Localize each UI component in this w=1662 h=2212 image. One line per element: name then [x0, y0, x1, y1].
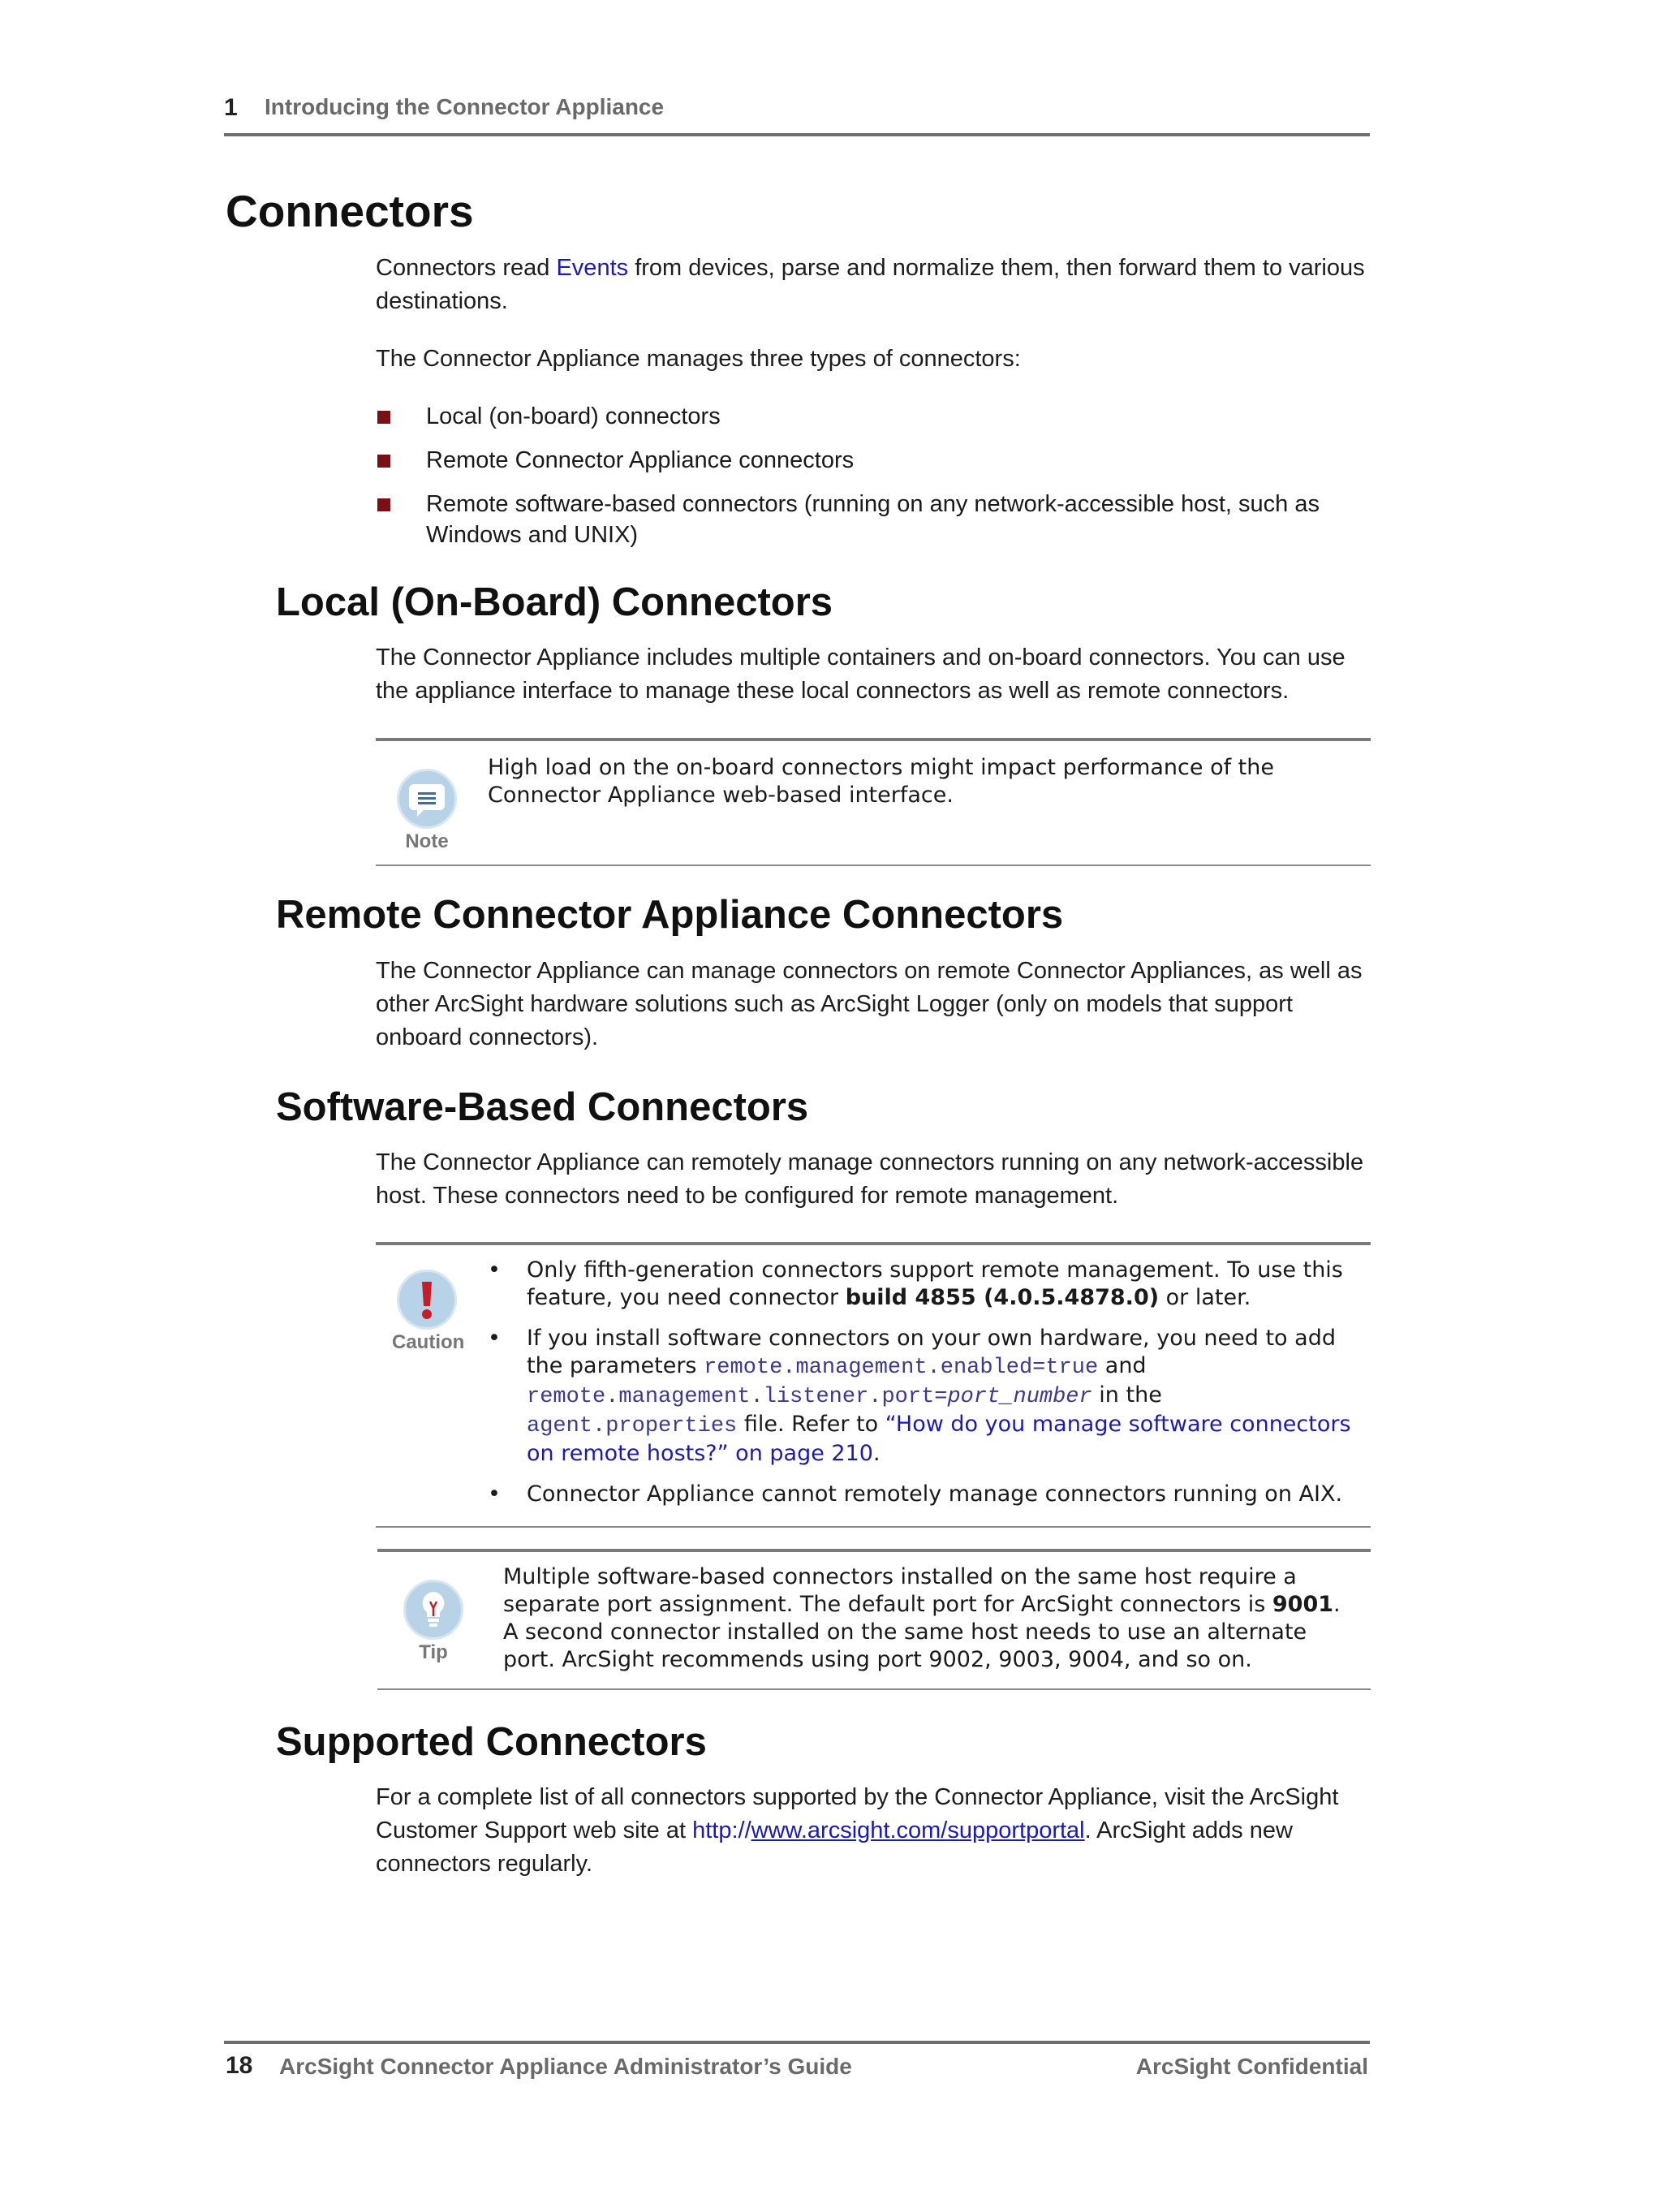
tip-icon-block [398, 1580, 468, 1664]
round-bullet-icon: • [488, 1257, 501, 1283]
list-item: Local (on-board) connectors [376, 401, 1374, 432]
support-portal-link-prefix[interactable]: http:// [692, 1817, 751, 1843]
chapter-title: Introducing the Connector Appliance [265, 94, 665, 119]
tip-label: Tip [419, 1641, 448, 1663]
remote-hosts-xref-link[interactable]: “How do you manage software connectors on remote hosts?” on page 210 [527, 1412, 1351, 1466]
tip-box [377, 1549, 1371, 1690]
list-item: • If you install software connectors on your own hardware, you need to add the parameters remote.management.enabled=true and remote.management.listener.port=port_number in the agent.properties file. Refer to “How do you manage software connectors on remote hosts?” on page 210. [488, 1326, 1351, 1466]
connectors-intro: Connectors read Events from devices, parse and normalize them, then forward them to various destinations. [376, 255, 1365, 314]
guide-title: ArcSight Connector Appliance Administrator’s Guide [279, 2054, 852, 2079]
chapter-number: 1 [224, 94, 238, 121]
note-icon-block [392, 769, 462, 853]
supported-connectors-heading: Supported Connectors [276, 1720, 707, 1764]
running-header [224, 91, 1370, 136]
confidential-label: ArcSight Confidential [1135, 2054, 1368, 2079]
code-agent-properties: agent.properties [527, 1414, 738, 1438]
round-bullet-icon: • [488, 1481, 501, 1507]
caution-label: Caution [392, 1331, 465, 1353]
note-text: High load on the on-board connectors might impact performance of the Connector Appliance web-based interface. [488, 755, 1274, 808]
caution-icon-block [392, 1270, 465, 1354]
caution-content [488, 1257, 1364, 1521]
page-number: 18 [226, 2052, 253, 2079]
remote-connectors-heading: Remote Connector Appliance Connectors [276, 893, 1064, 937]
connector-types-intro: The Connector Appliance manages three types of connectors: [376, 346, 1021, 372]
note-box [376, 738, 1371, 866]
code-port-param: remote.management.listener.port= [527, 1385, 948, 1409]
list-item: • Connector Appliance cannot remotely manage connectors running on AIX. [488, 1481, 1343, 1507]
events-link[interactable]: Events [556, 255, 629, 281]
connector-types-list [376, 401, 1374, 550]
note-icon [397, 769, 457, 829]
connectors-heading: Connectors [226, 186, 474, 236]
caution-box [376, 1242, 1371, 1528]
supported-connectors-body: For a complete list of all connectors supported by the Connector Appliance, visit the ArcSight Customer Support web site at http://www.arcsight.com/supportportal. ArcSight adds new connectors regularly. [376, 1784, 1339, 1877]
local-connectors-heading: Local (On-Board) Connectors [276, 580, 833, 624]
square-bullet-icon [377, 455, 390, 468]
tip-text: Multiple software-based connectors installed on the same host require a separate port assignment. The default port for ArcSight connectors is 9001. A second connector installed on the same host needs to use an alternate port. ArcSight recommends using port 9002, 9003, 9004, and so on. [503, 1564, 1341, 1672]
list-item: Remote Connector Appliance connectors [376, 445, 1374, 476]
code-enabled-param: remote.management.enabled=true [704, 1356, 1099, 1380]
list-item: Remote software-based connectors (running on any network-accessible host, such as Windows and UNIX) [376, 489, 1374, 550]
list-item: • Only fifth-generation connectors support remote management. To use this feature, you need connector build 4855 (4.0.5.4878.0) or later. [488, 1257, 1343, 1310]
support-portal-link[interactable]: www.arcsight.com/supportportal [751, 1817, 1085, 1843]
remote-connectors-body: The Connector Appliance can manage connectors on remote Connector Appliances, as well as other ArcSight hardware solutions such as ArcSight Logger (only on models that support onboard connectors). [376, 958, 1363, 1050]
note-label: Note [405, 830, 449, 852]
lightbulb-icon [403, 1580, 463, 1640]
square-bullet-icon [377, 498, 390, 511]
software-connectors-heading: Software-Based Connectors [276, 1085, 809, 1129]
software-connectors-body: The Connector Appliance can remotely manage connectors running on any network-accessible host. These connectors need to be configured for remote management. [376, 1149, 1364, 1209]
square-bullet-icon [377, 411, 390, 424]
code-port-number: port_number [947, 1385, 1092, 1409]
local-connectors-body: The Connector Appliance includes multiple containers and on-board connectors. You can use the appliance interface to manage these local connectors as well as remote connectors. [376, 645, 1346, 704]
caution-list [488, 1257, 1364, 1508]
caution-icon [397, 1270, 457, 1330]
running-footer [224, 2041, 1370, 2081]
round-bullet-icon: • [488, 1326, 501, 1351]
